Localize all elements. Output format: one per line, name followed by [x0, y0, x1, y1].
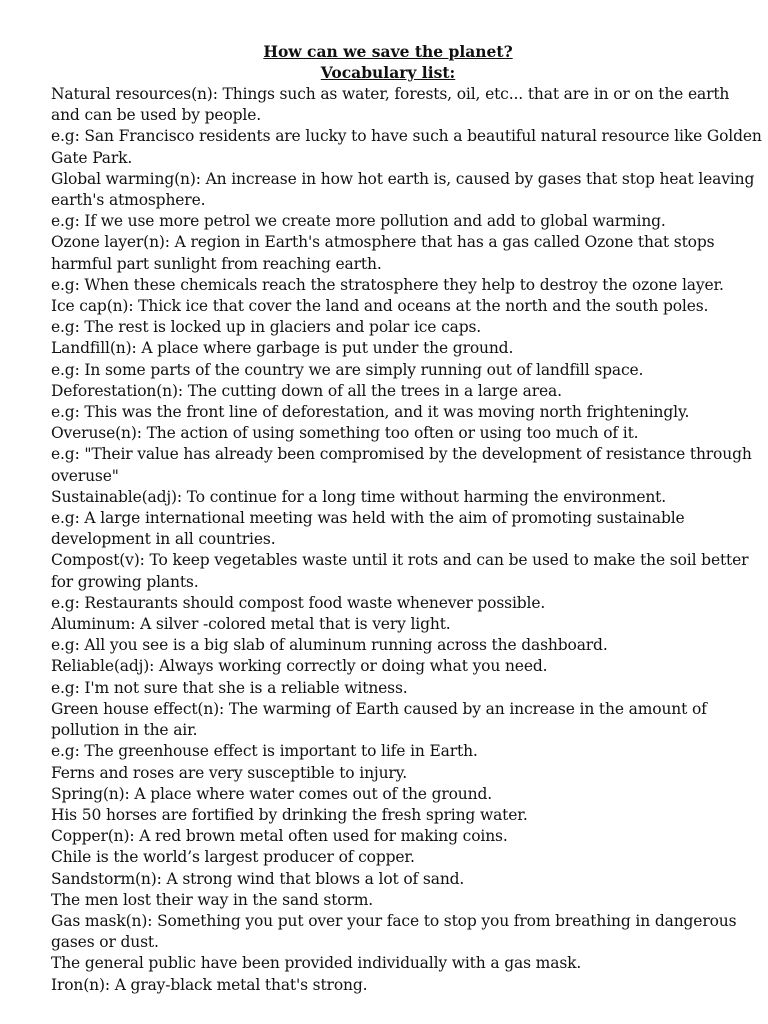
- vocabulary-line: e.g: A large international meeting was held with the aim of promoting sustainable: [51, 509, 685, 528]
- vocabulary-line: and can be used by people.: [51, 106, 261, 125]
- vocabulary-line: for growing plants.: [51, 572, 199, 591]
- vocabulary-line: Overuse(n): The action of using something too often or using too much of it.: [51, 424, 639, 443]
- vocabulary-line: earth's atmosphere.: [51, 191, 206, 210]
- vocabulary-line: Reliable(adj): Always working correctly or doing what you need.: [51, 657, 548, 676]
- vocabulary-line: The general public have been provided individually with a gas mask.: [51, 954, 582, 973]
- vocabulary-line: gases or dust.: [51, 933, 159, 952]
- vocabulary-line: e.g: In some parts of the country we are simply running out of landfill space.: [51, 360, 644, 379]
- vocabulary-line: Gate Park.: [51, 148, 133, 167]
- vocabulary-line: Deforestation(n): The cutting down of all the trees in a large area.: [51, 381, 562, 400]
- vocabulary-line: The men lost their way in the sand storm.: [51, 890, 374, 909]
- vocabulary-line: Aluminum: A silver -colored metal that is very light.: [51, 615, 451, 634]
- vocabulary-line: Compost(v): To keep vegetables waste until it rots and can be used to make the soil better: [51, 551, 749, 570]
- document-subtitle: Vocabulary list:: [320, 63, 456, 82]
- heading-block: [0, 41, 768, 83]
- vocabulary-line: overuse": [51, 466, 119, 485]
- vocabulary-line: e.g: All you see is a big slab of aluminum running across the dashboard.: [51, 636, 608, 655]
- vocabulary-line: e.g: This was the front line of deforestation, and it was moving north frighteningly.: [51, 403, 690, 422]
- vocabulary-line: Natural resources(n): Things such as water, forests, oil, etc... that are in or on the earth: [51, 85, 730, 103]
- vocabulary-line: Spring(n): A place where water comes out of the ground.: [51, 784, 493, 803]
- vocabulary-line: Gas mask(n): Something you put over your face to stop you from breathing in dangerous: [51, 911, 737, 930]
- vocabulary-line: Sandstorm(n): A strong wind that blows a lot of sand.: [51, 869, 465, 888]
- vocabulary-line: e.g: San Francisco residents are lucky to have such a beautiful natural resource like Golden: [51, 127, 762, 146]
- vocabulary-line: e.g: Restaurants should compost food waste whenever possible.: [51, 593, 546, 612]
- vocabulary-line: Iron(n): A gray-black metal that's strong.: [51, 975, 368, 994]
- vocabulary-line: Sustainable(adj): To continue for a long time without harming the environment.: [51, 487, 667, 506]
- vocabulary-line: e.g: The rest is locked up in glaciers and polar ice caps.: [51, 318, 482, 337]
- vocabulary-line: e.g: "Their value has already been compromised by the development of resistance through: [51, 445, 752, 464]
- vocabulary-body: [51, 84, 762, 996]
- vocabulary-line: Landfill(n): A place where garbage is put under the ground.: [51, 339, 514, 358]
- vocabulary-line: Green house effect(n): The warming of Earth caused by an increase in the amount of: [51, 699, 707, 718]
- vocabulary-line: development in all countries.: [51, 530, 276, 549]
- vocabulary-line: e.g: When these chemicals reach the stratosphere they help to destroy the ozone layer.: [51, 275, 724, 294]
- vocabulary-line: pollution in the air.: [51, 721, 198, 740]
- vocabulary-line: Ozone layer(n): A region in Earth's atmosphere that has a gas called Ozone that stops: [51, 233, 715, 252]
- vocabulary-line: harmful part sunlight from reaching earth.: [51, 254, 382, 273]
- vocabulary-line: Global warming(n): An increase in how hot earth is, caused by gases that stop heat leaving: [51, 169, 755, 188]
- vocabulary-line: Ice cap(n): Thick ice that cover the land and oceans at the north and the south poles.: [51, 297, 709, 316]
- vocabulary-line: e.g: If we use more petrol we create more pollution and add to global warming.: [51, 212, 666, 231]
- document-title: How can we save the planet?: [263, 42, 513, 61]
- vocabulary-line: e.g: I'm not sure that she is a reliable witness.: [51, 678, 408, 697]
- vocabulary-line: e.g: The greenhouse effect is important to life in Earth.: [51, 742, 478, 761]
- vocabulary-line: Chile is the world’s largest producer of copper.: [51, 848, 415, 867]
- vocabulary-line: Ferns and roses are very susceptible to injury.: [51, 763, 407, 782]
- vocabulary-line: His 50 horses are fortified by drinking the fresh spring water.: [51, 805, 528, 824]
- vocabulary-line: Copper(n): A red brown metal often used for making coins.: [51, 827, 508, 846]
